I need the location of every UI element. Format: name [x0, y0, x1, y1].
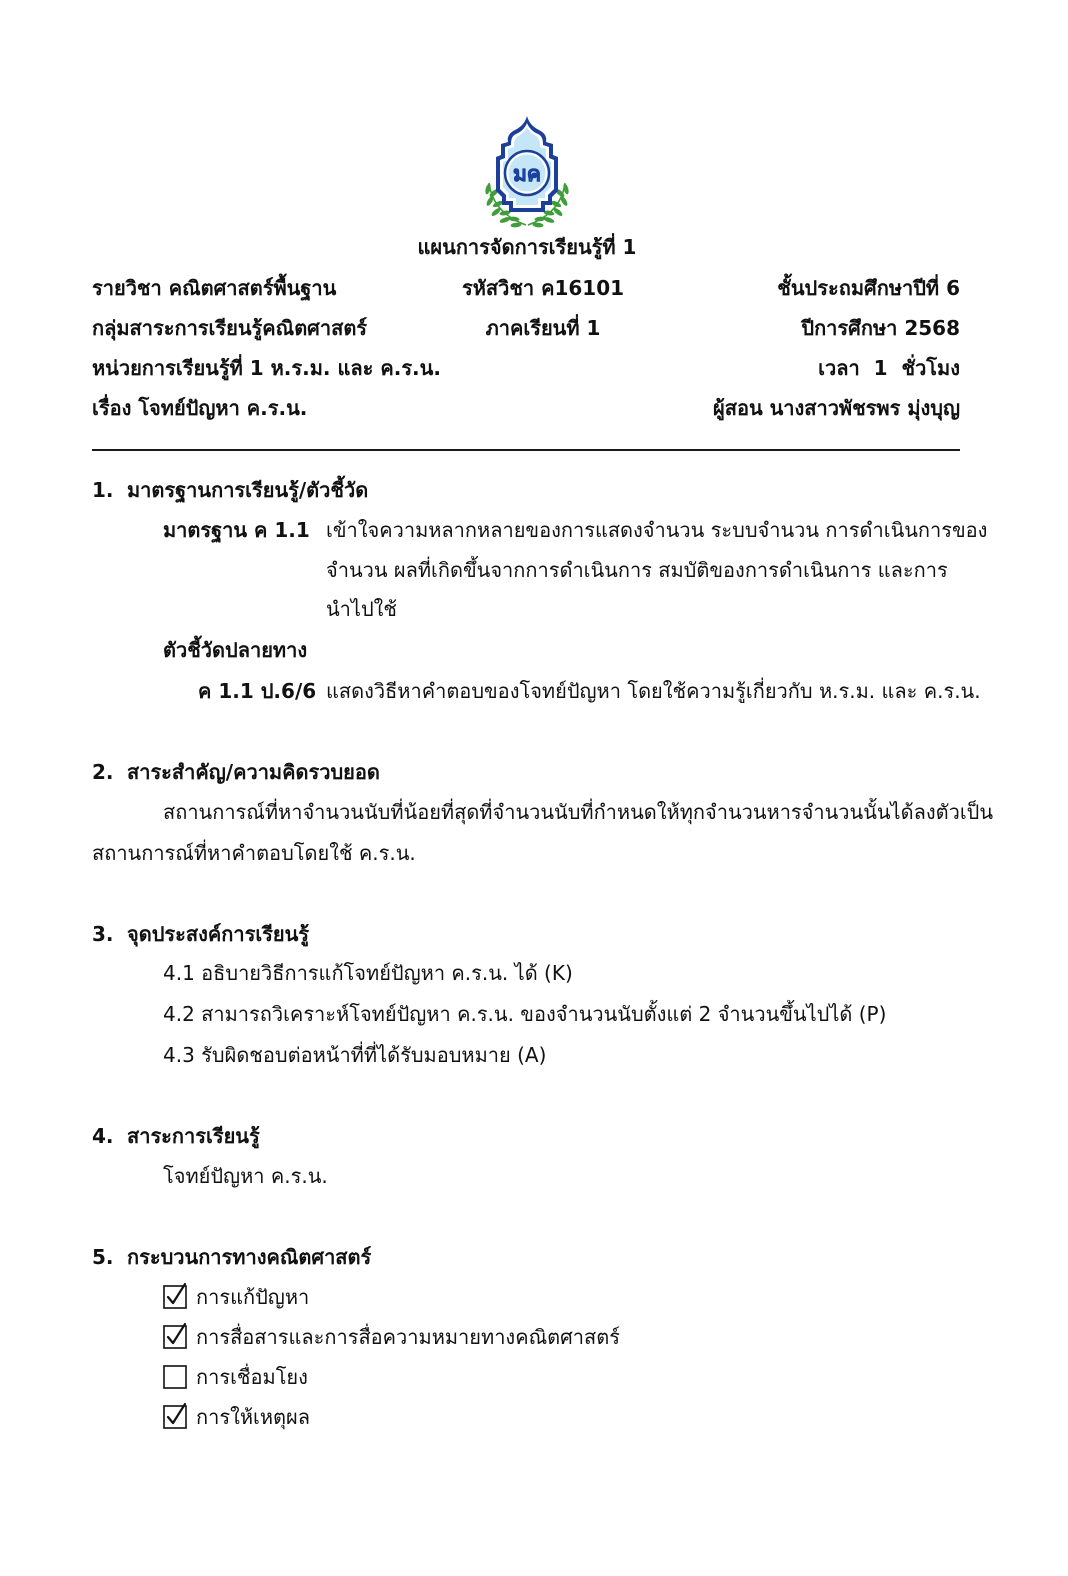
school-emblem-icon	[479, 113, 575, 229]
standard-text-line: เข้าใจความหลากหลายของการแสดงจำนวน ระบบจำนวน การดำเนินการของ	[326, 518, 988, 542]
page-title: แผนการจัดการเรียนรู้ที่ 1	[417, 235, 637, 259]
header-divider	[92, 449, 960, 451]
standard-label: มาตรฐาน ค 1.1	[163, 518, 310, 542]
learning-content: โจทย์ปัญหา ค.ร.น.	[163, 1164, 328, 1188]
section-heading: มาตรฐานการเรียนรู้/ตัวชี้วัด	[127, 478, 369, 502]
concept-text-line: สถานการณ์ที่หาคำตอบโดยใช้ ค.ร.น.	[92, 841, 416, 865]
duration: เวลา 1 ชั่วโมง	[818, 356, 960, 380]
unit: หน่วยการเรียนรู้ที่ 1 ห.ร.ม. และ ค.ร.น.	[92, 356, 441, 380]
indicator-code: ค 1.1 ป.6/6	[198, 679, 317, 703]
indicator-heading: ตัวชี้วัดปลายทาง	[163, 638, 308, 662]
section-number: 4.	[92, 1124, 114, 1148]
checkbox	[161, 1402, 189, 1430]
topic: เรื่อง โจทย์ปัญหา ค.ร.น.	[92, 396, 308, 420]
academic-year: ปีการศึกษา 2568	[801, 316, 960, 340]
section-number: 3.	[92, 922, 114, 946]
section-heading: กระบวนการทางคณิตศาสตร์	[127, 1245, 372, 1269]
objective-item: 4.3 รับผิดชอบต่อหน้าที่ที่ได้รับมอบหมาย (A)	[163, 1043, 547, 1067]
semester: ภาคเรียนที่ 1	[485, 316, 601, 340]
grade-level: ชั้นประถมศึกษาปีที่ 6	[777, 276, 960, 300]
emblem-lettering: มค	[513, 162, 541, 186]
course-code: รหัสวิชา ค16101	[461, 276, 625, 300]
checkbox	[161, 1282, 189, 1310]
checklist-label: การสื่อสารและการสื่อความหมายทางคณิตศาสตร์	[196, 1325, 620, 1349]
teacher: ผู้สอน นางสาวพัชรพร มุ่งบุญ	[713, 396, 960, 420]
section-heading: สาระการเรียนรู้	[127, 1124, 260, 1148]
section-number: 2.	[92, 760, 114, 784]
checklist-label: การเชื่อมโยง	[196, 1365, 308, 1389]
checkbox	[161, 1362, 189, 1390]
standard-text-line: นำไปใช้	[326, 597, 397, 621]
section-heading: สาระสำคัญ/ความคิดรวบยอด	[127, 760, 380, 784]
concept-text-line: สถานการณ์ที่หาจำนวนนับที่น้อยที่สุดที่จำนวนนับที่กำหนดให้ทุกจำนวนหารจำนวนนั้นได้ลงตัวเป็น	[163, 800, 994, 824]
section-number: 5.	[92, 1245, 114, 1269]
learning-area: กลุ่มสาระการเรียนรู้คณิตศาสตร์	[92, 316, 368, 340]
checklist-label: การให้เหตุผล	[196, 1405, 311, 1429]
checklist-label: การแก้ปัญหา	[196, 1285, 310, 1309]
section-heading: จุดประสงค์การเรียนรู้	[127, 922, 310, 946]
subject: รายวิชา คณิตศาสตร์พื้นฐาน	[92, 276, 337, 300]
objective-item: 4.2 สามารถวิเคราะห์โจทย์ปัญหา ค.ร.น. ของจำนวนนับตั้งแต่ 2 จำนวนขึ้นไปได้ (P)	[163, 1002, 887, 1026]
indicator-text: แสดงวิธีหาคำตอบของโจทย์ปัญหา โดยใช้ความรู้เกี่ยวกับ ห.ร.ม. และ ค.ร.น.	[326, 679, 981, 703]
section-number: 1.	[92, 478, 114, 502]
checkbox	[161, 1322, 189, 1350]
standard-text-line: จำนวน ผลที่เกิดขึ้นจากการดำเนินการ สมบัติของการดำเนินการ และการ	[326, 558, 948, 582]
objective-item: 4.1 อธิบายวิธีการแก้โจทย์ปัญหา ค.ร.น. ได้ (K)	[163, 961, 573, 985]
